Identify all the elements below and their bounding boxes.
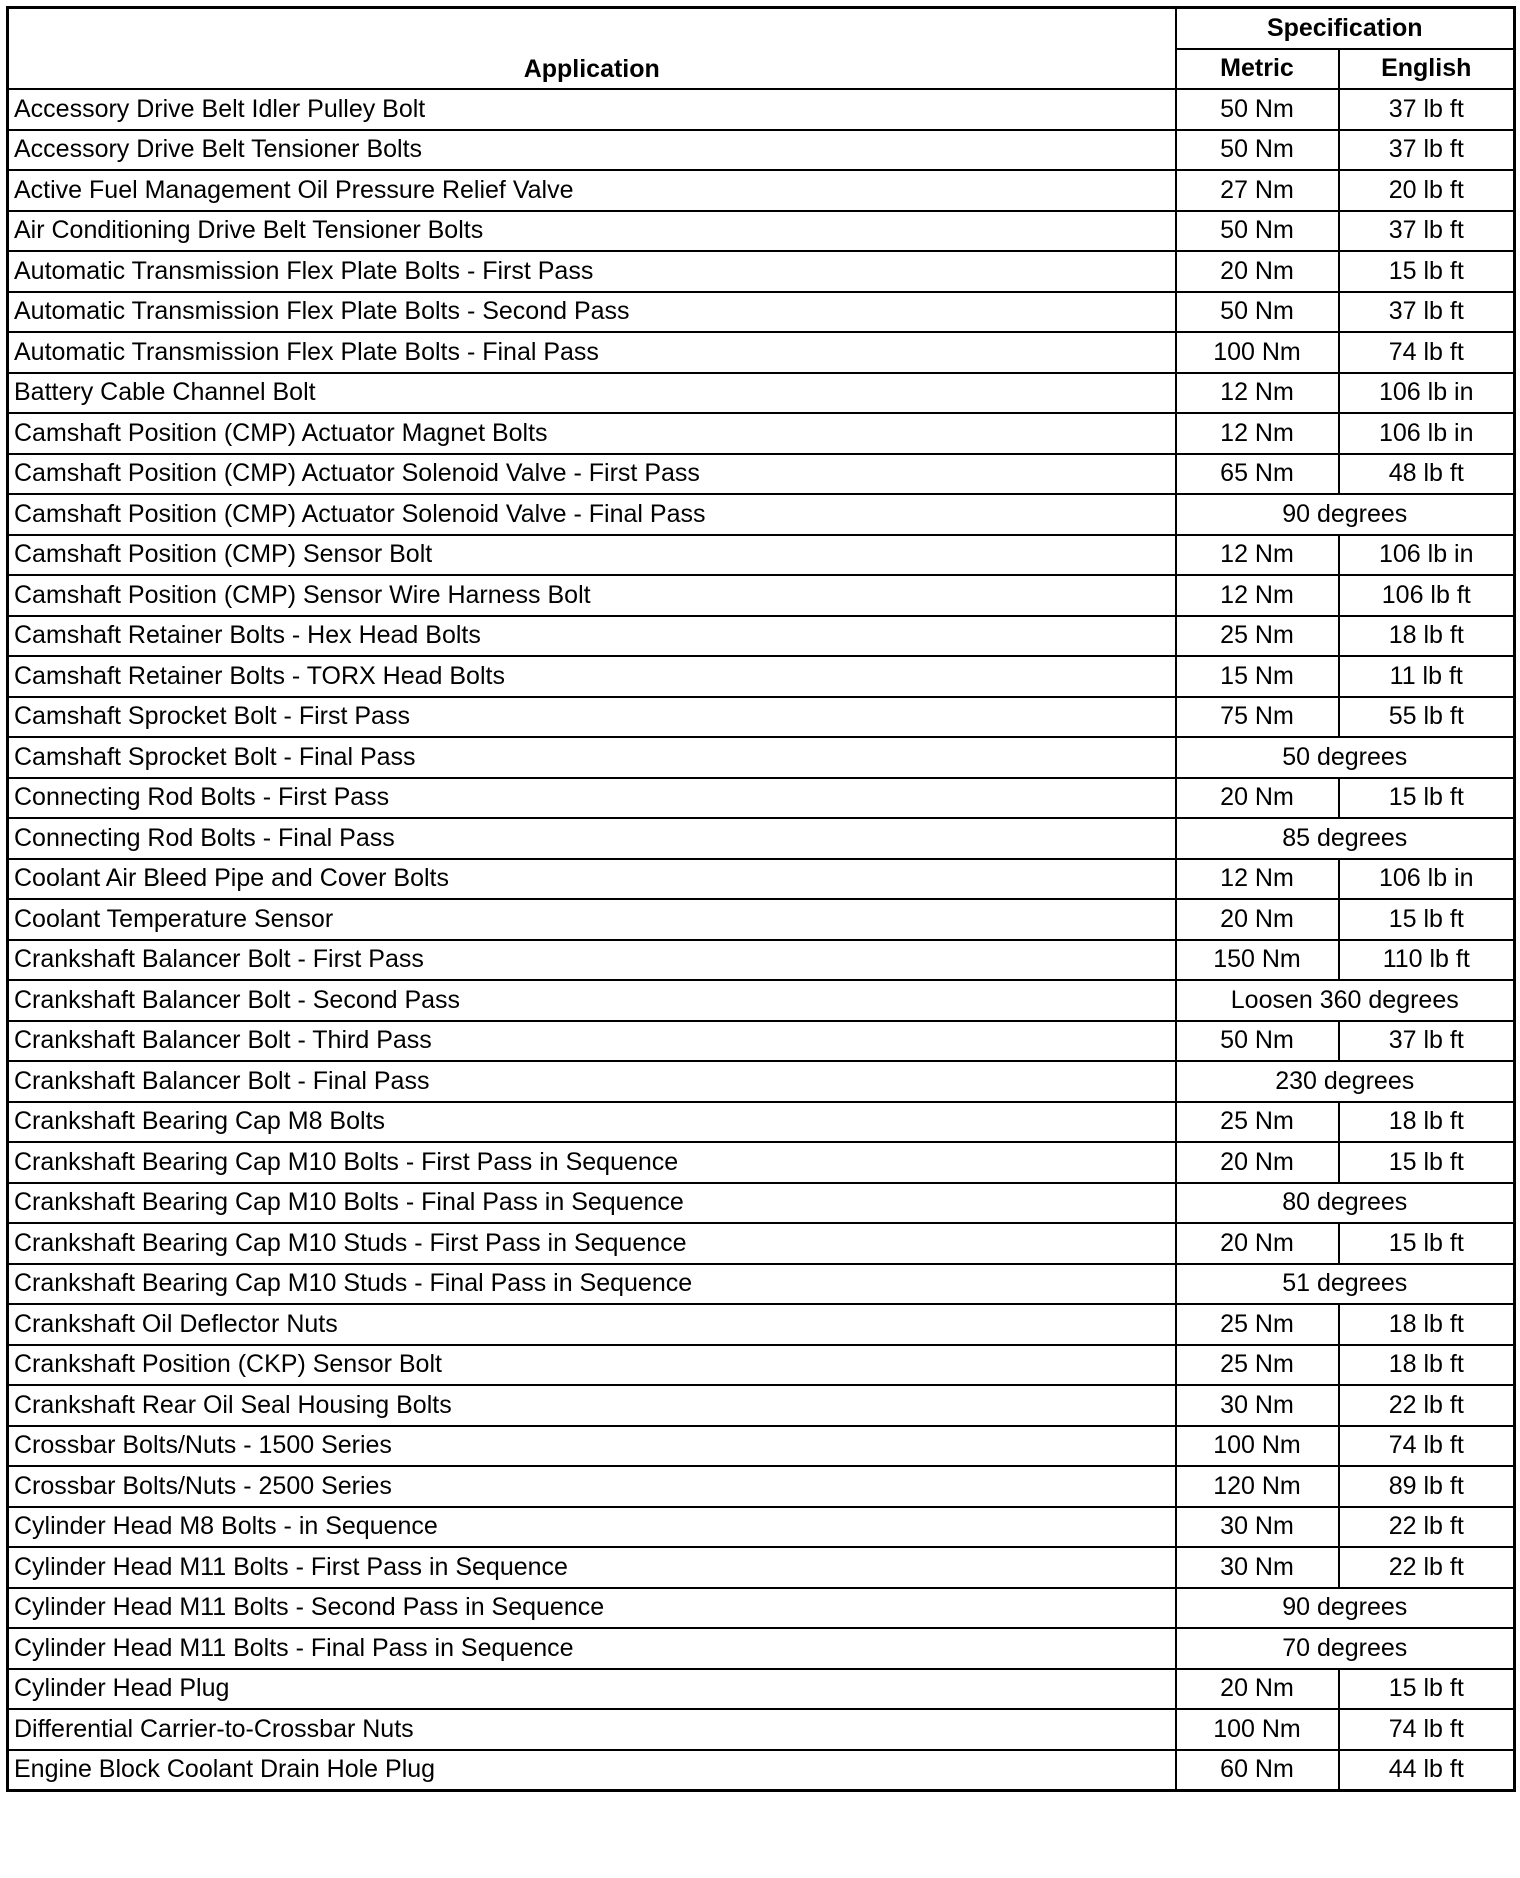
english-cell: 15 lb ft (1339, 1142, 1515, 1183)
english-cell: 18 lb ft (1339, 1102, 1515, 1143)
table-row (8, 1183, 1515, 1224)
combined-spec-cell: 70 degrees (1176, 1628, 1515, 1669)
table-row (8, 1385, 1515, 1426)
table-row (8, 413, 1515, 454)
table-row (8, 89, 1515, 130)
table-row (8, 859, 1515, 900)
application-header: Application (8, 8, 1176, 90)
metric-cell: 12 Nm (1176, 373, 1339, 414)
table-row (8, 251, 1515, 292)
application-cell: Accessory Drive Belt Idler Pulley Bolt (8, 89, 1176, 130)
table-row (8, 940, 1515, 981)
application-cell: Cylinder Head M11 Bolts - First Pass in Sequence (8, 1547, 1176, 1588)
english-cell: 15 lb ft (1339, 899, 1515, 940)
application-cell: Camshaft Position (CMP) Actuator Solenoid Valve - First Pass (8, 454, 1176, 495)
application-cell: Camshaft Retainer Bolts - TORX Head Bolts (8, 656, 1176, 697)
torque-spec-table (6, 6, 1516, 1792)
table-row (8, 980, 1515, 1021)
english-cell: 106 lb ft (1339, 575, 1515, 616)
table-row (8, 211, 1515, 252)
specification-header: Specification (1176, 8, 1515, 49)
metric-cell: 20 Nm (1176, 778, 1339, 819)
metric-cell: 25 Nm (1176, 616, 1339, 657)
application-cell: Camshaft Sprocket Bolt - First Pass (8, 697, 1176, 738)
application-cell: Automatic Transmission Flex Plate Bolts - Second Pass (8, 292, 1176, 333)
application-cell: Camshaft Position (CMP) Sensor Wire Harness Bolt (8, 575, 1176, 616)
combined-spec-cell: 90 degrees (1176, 1588, 1515, 1629)
application-cell: Air Conditioning Drive Belt Tensioner Bolts (8, 211, 1176, 252)
metric-cell: 12 Nm (1176, 575, 1339, 616)
english-cell: 18 lb ft (1339, 1345, 1515, 1386)
english-cell: 106 lb in (1339, 373, 1515, 414)
english-cell: 74 lb ft (1339, 332, 1515, 373)
table-row (8, 1345, 1515, 1386)
application-cell: Crankshaft Position (CKP) Sensor Bolt (8, 1345, 1176, 1386)
table-row (8, 697, 1515, 738)
english-cell: 15 lb ft (1339, 1223, 1515, 1264)
table-row (8, 292, 1515, 333)
table-header (8, 8, 1515, 90)
table-row (8, 1426, 1515, 1467)
application-cell: Crankshaft Balancer Bolt - Third Pass (8, 1021, 1176, 1062)
english-cell: 37 lb ft (1339, 130, 1515, 171)
application-cell: Automatic Transmission Flex Plate Bolts - First Pass (8, 251, 1176, 292)
english-cell: 37 lb ft (1339, 292, 1515, 333)
english-cell: 106 lb in (1339, 535, 1515, 576)
header-row-top (8, 8, 1515, 49)
table-row (8, 1709, 1515, 1750)
application-cell: Crankshaft Balancer Bolt - Second Pass (8, 980, 1176, 1021)
metric-cell: 50 Nm (1176, 292, 1339, 333)
metric-cell: 27 Nm (1176, 170, 1339, 211)
table-row (8, 737, 1515, 778)
application-cell: Crankshaft Bearing Cap M10 Studs - First Pass in Sequence (8, 1223, 1176, 1264)
english-cell: 15 lb ft (1339, 778, 1515, 819)
application-cell: Camshaft Position (CMP) Actuator Solenoid Valve - Final Pass (8, 494, 1176, 535)
combined-spec-cell: 90 degrees (1176, 494, 1515, 535)
metric-cell: 20 Nm (1176, 1669, 1339, 1710)
combined-spec-cell: 80 degrees (1176, 1183, 1515, 1224)
metric-cell: 20 Nm (1176, 1142, 1339, 1183)
metric-cell: 25 Nm (1176, 1345, 1339, 1386)
table-row (8, 1142, 1515, 1183)
table-row (8, 535, 1515, 576)
english-cell: 37 lb ft (1339, 89, 1515, 130)
english-cell: 110 lb ft (1339, 940, 1515, 981)
table-row (8, 494, 1515, 535)
english-cell: 22 lb ft (1339, 1385, 1515, 1426)
english-cell: 15 lb ft (1339, 1669, 1515, 1710)
metric-cell: 150 Nm (1176, 940, 1339, 981)
english-cell: 89 lb ft (1339, 1466, 1515, 1507)
table-row (8, 575, 1515, 616)
table-row (8, 616, 1515, 657)
application-cell: Connecting Rod Bolts - Final Pass (8, 818, 1176, 859)
table-row (8, 1223, 1515, 1264)
combined-spec-cell: 50 degrees (1176, 737, 1515, 778)
english-cell: 106 lb in (1339, 859, 1515, 900)
table-row (8, 130, 1515, 171)
application-cell: Crossbar Bolts/Nuts - 1500 Series (8, 1426, 1176, 1467)
metric-cell: 50 Nm (1176, 89, 1339, 130)
application-cell: Camshaft Position (CMP) Actuator Magnet Bolts (8, 413, 1176, 454)
english-cell: 15 lb ft (1339, 251, 1515, 292)
combined-spec-cell: 85 degrees (1176, 818, 1515, 859)
english-cell: 22 lb ft (1339, 1547, 1515, 1588)
combined-spec-cell: 230 degrees (1176, 1061, 1515, 1102)
english-header: English (1339, 49, 1515, 90)
metric-cell: 120 Nm (1176, 1466, 1339, 1507)
application-cell: Engine Block Coolant Drain Hole Plug (8, 1750, 1176, 1791)
table-row (8, 1466, 1515, 1507)
table-row (8, 1547, 1515, 1588)
application-cell: Battery Cable Channel Bolt (8, 373, 1176, 414)
english-cell: 20 lb ft (1339, 170, 1515, 211)
table-row (8, 1750, 1515, 1791)
application-cell: Camshaft Retainer Bolts - Hex Head Bolts (8, 616, 1176, 657)
table-row (8, 1588, 1515, 1629)
torque-spec-sheet (6, 6, 1513, 1792)
metric-cell: 12 Nm (1176, 859, 1339, 900)
metric-header: Metric (1176, 49, 1339, 90)
table-row (8, 170, 1515, 211)
english-cell: 18 lb ft (1339, 1304, 1515, 1345)
application-cell: Crankshaft Rear Oil Seal Housing Bolts (8, 1385, 1176, 1426)
metric-cell: 60 Nm (1176, 1750, 1339, 1791)
table-row (8, 1669, 1515, 1710)
application-cell: Coolant Temperature Sensor (8, 899, 1176, 940)
table-row (8, 1628, 1515, 1669)
metric-cell: 30 Nm (1176, 1507, 1339, 1548)
english-cell: 106 lb in (1339, 413, 1515, 454)
table-row (8, 1264, 1515, 1305)
application-cell: Camshaft Sprocket Bolt - Final Pass (8, 737, 1176, 778)
table-row (8, 778, 1515, 819)
application-cell: Coolant Air Bleed Pipe and Cover Bolts (8, 859, 1176, 900)
table-row (8, 1021, 1515, 1062)
table-row (8, 1507, 1515, 1548)
application-cell: Crankshaft Bearing Cap M10 Studs - Final Pass in Sequence (8, 1264, 1176, 1305)
metric-cell: 30 Nm (1176, 1547, 1339, 1588)
table-row (8, 373, 1515, 414)
combined-spec-cell: Loosen 360 degrees (1176, 980, 1515, 1021)
table-row (8, 454, 1515, 495)
combined-spec-cell: 51 degrees (1176, 1264, 1515, 1305)
metric-cell: 12 Nm (1176, 535, 1339, 576)
table-body (8, 89, 1515, 1791)
metric-cell: 75 Nm (1176, 697, 1339, 738)
application-cell: Cylinder Head M11 Bolts - Final Pass in Sequence (8, 1628, 1176, 1669)
table-row (8, 656, 1515, 697)
application-cell: Differential Carrier-to-Crossbar Nuts (8, 1709, 1176, 1750)
english-cell: 18 lb ft (1339, 616, 1515, 657)
application-cell: Camshaft Position (CMP) Sensor Bolt (8, 535, 1176, 576)
english-cell: 74 lb ft (1339, 1426, 1515, 1467)
metric-cell: 12 Nm (1176, 413, 1339, 454)
application-cell: Crankshaft Balancer Bolt - Final Pass (8, 1061, 1176, 1102)
metric-cell: 30 Nm (1176, 1385, 1339, 1426)
table-row (8, 1061, 1515, 1102)
table-row (8, 899, 1515, 940)
metric-cell: 65 Nm (1176, 454, 1339, 495)
english-cell: 48 lb ft (1339, 454, 1515, 495)
table-row (8, 332, 1515, 373)
metric-cell: 25 Nm (1176, 1304, 1339, 1345)
table-row (8, 818, 1515, 859)
metric-cell: 50 Nm (1176, 1021, 1339, 1062)
english-cell: 37 lb ft (1339, 211, 1515, 252)
metric-cell: 50 Nm (1176, 211, 1339, 252)
metric-cell: 100 Nm (1176, 332, 1339, 373)
english-cell: 74 lb ft (1339, 1709, 1515, 1750)
metric-cell: 50 Nm (1176, 130, 1339, 171)
english-cell: 11 lb ft (1339, 656, 1515, 697)
metric-cell: 20 Nm (1176, 1223, 1339, 1264)
application-cell: Crankshaft Bearing Cap M10 Bolts - First Pass in Sequence (8, 1142, 1176, 1183)
metric-cell: 15 Nm (1176, 656, 1339, 697)
application-cell: Accessory Drive Belt Tensioner Bolts (8, 130, 1176, 171)
english-cell: 55 lb ft (1339, 697, 1515, 738)
english-cell: 22 lb ft (1339, 1507, 1515, 1548)
table-row (8, 1304, 1515, 1345)
metric-cell: 20 Nm (1176, 251, 1339, 292)
english-cell: 37 lb ft (1339, 1021, 1515, 1062)
application-cell: Crankshaft Bearing Cap M8 Bolts (8, 1102, 1176, 1143)
table-row (8, 1102, 1515, 1143)
application-cell: Automatic Transmission Flex Plate Bolts - Final Pass (8, 332, 1176, 373)
application-cell: Crossbar Bolts/Nuts - 2500 Series (8, 1466, 1176, 1507)
english-cell: 44 lb ft (1339, 1750, 1515, 1791)
application-cell: Crankshaft Bearing Cap M10 Bolts - Final Pass in Sequence (8, 1183, 1176, 1224)
application-cell: Crankshaft Oil Deflector Nuts (8, 1304, 1176, 1345)
application-cell: Active Fuel Management Oil Pressure Relief Valve (8, 170, 1176, 211)
metric-cell: 25 Nm (1176, 1102, 1339, 1143)
metric-cell: 100 Nm (1176, 1426, 1339, 1467)
application-cell: Connecting Rod Bolts - First Pass (8, 778, 1176, 819)
metric-cell: 100 Nm (1176, 1709, 1339, 1750)
application-cell: Cylinder Head Plug (8, 1669, 1176, 1710)
application-cell: Cylinder Head M11 Bolts - Second Pass in Sequence (8, 1588, 1176, 1629)
application-cell: Cylinder Head M8 Bolts - in Sequence (8, 1507, 1176, 1548)
application-cell: Crankshaft Balancer Bolt - First Pass (8, 940, 1176, 981)
metric-cell: 20 Nm (1176, 899, 1339, 940)
